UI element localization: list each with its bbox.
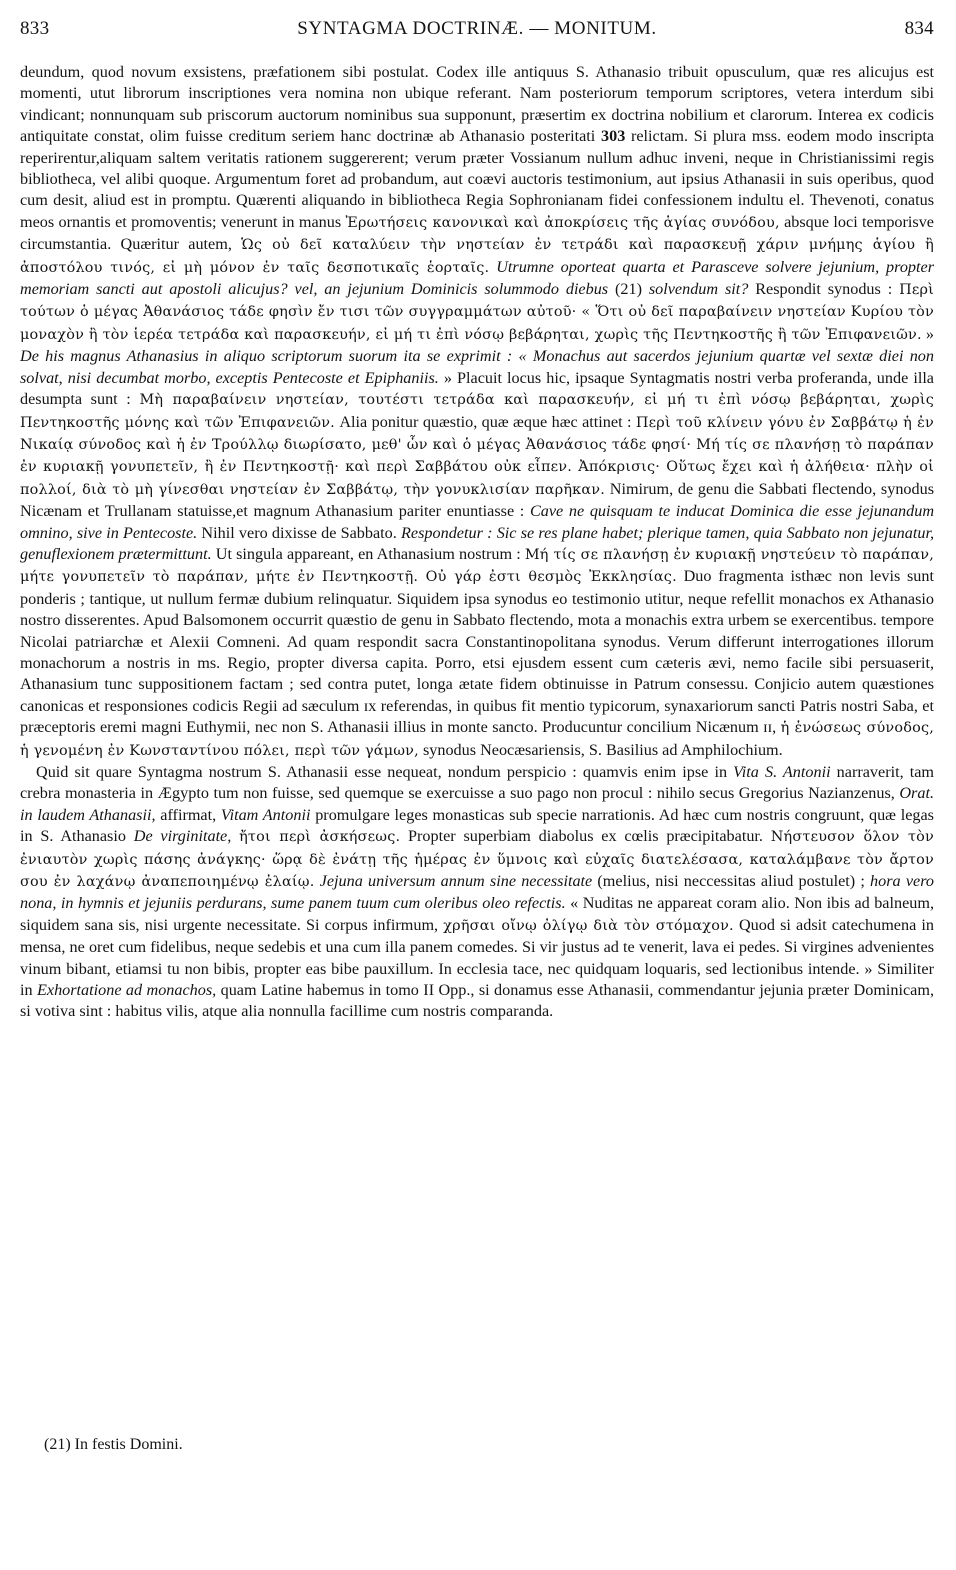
italic-text: Orat. in laudem Athanasii, — [20, 784, 934, 824]
greek-text: Μὴ παραβαίνειν νηστείαν, τουτέστι τετράδα καὶ παρασκευήν, εἰ μή τι ἐπὶ νόσῳ βεβάρηται, χωρὶς Πεντηκοστῆς μόνης καὶ τῶν Ἐπιφανειῶν. — [20, 392, 934, 431]
italic-text: Cave ne quisquam te inducat Dominica die esse jejunandum omnino, sive in Pentecoste. — [20, 502, 935, 542]
latin-text — [231, 827, 239, 845]
paragraph-2 — [20, 762, 934, 1023]
latin-text: narraverit, tam crebra monasteria in Ægypto tum non fuisse, sed quemque se exercuisse a suo pago non procul : nihilo secus Gregorius Nazianzenus, — [20, 763, 934, 803]
greek-text: ἤτοι περὶ ἀσκήσεως. — [239, 829, 401, 846]
latin-text: promulgare leges monasticas sub specie narrationis. Ad hæc cum nostris congruunt, quæ legas in S. Athanasio — [20, 805, 934, 846]
italic-text: hora vero nona, in hymnis et jejuniis perdurans, sume panem tuum cum oleribus oleo refectis. — [20, 872, 934, 913]
latin-text: affirmat, — [155, 805, 221, 824]
latin-text: Duo fragmenta isthæc non levis sunt ponderis ; tantique, ut nullum fermæ dubium relinquatur. Siquidem ipsa synodus eo testimonio utitur, neque refellit monachos ex Athanasio nostro disserentes. Apud Balsomonem occurrit quæstio de genu in Sabbato flectendo, mota a monachis extra urbem se exercentibus. tempore Nicolai patriarchæ et Alexii Comneni. Ad quam respondit sacra Constantinopolitana synodus. Verum differunt interrogationes illorum monachorum a nostris in ms. Regio, propter diversa capita. Porro, etsi ejusdem essent cum cæteris ævi, nemo facile sibi persuaserit, Athanasium tunc suppositionem factam ; sed contra putet, longa ætate fidem obtinuisse in Patrum consessu. Conjicio autem quæstiones canonicas et responsiones codicis Regii ad sæculum ɪx referendas, in quibus fit mentio typicorum, synaxariorum sancti Patris nostri Saba, et præceptoris eremi magni Euthymii, nec non S. Athanasii illius in monte sancto. Producuntur concilium Nicænum ɪɪ, — [20, 567, 934, 737]
italic-text: De his magnus Athanasius in aliquo scriptorum suorum ita se exprimit : « Monachus aut sacerdos jejunium quartæ vel sextæ diei non solvat, nisi decumbat morbo, exceptis Pentecoste et Epiphaniis. — [20, 347, 934, 387]
latin-text: Propter superbiam diabolus ex cœlis præcipitabatur. — [400, 827, 771, 846]
greek-text: χρῆσαι οἴνῳ ὀλίγῳ διὰ τὸν στόμαχον. — [443, 917, 734, 934]
running-header — [20, 18, 934, 52]
italic-text: Respondetur : Sic se res plane habet; plerique tamen, quia Sabbato non jejunatur, genuflexionem prætermittunt. — [20, 523, 935, 563]
latin-text: relictam. Si plura mss. eodem modo inscripta reperirentur,aliquam saltem veritatis rationem suggererent; verum præter Vossianum nullum adhuc inveni, neque in Christianissimi regis bibliotheca, vel alibi quoque. Argumentum foret ad probandum, aut coævi auctoris testimonium, aut ipsius Athanasii in suis operibus, quod cum desit, aliud est in promptu. Quærenti aliquando in bibliotheca Regia Sophronianam fidei confessionem indultu el. Thevenoti, conatus meos ornantis et promoventis; venerunt in manus — [20, 127, 934, 231]
latin-text: synodus Neocæsariensis, S. Basilius ad Amphilochium. — [418, 740, 783, 759]
italic-text: Jejuna universum annum sine necessitate — [319, 872, 593, 891]
paragraph-1 — [20, 62, 934, 762]
latin-text: deundum, quod novum exsistens, præfationem sibi postulat. Codex ille antiquus S. Athanasio tribuit opusculum, quæ res alicujus est momenti, utut librorum inscriptiones vera nomina non ubique referant. Nam posteriorum temporum scriptores, vetera interdum sibi vindicant; nonnunquam sub priscorum auctorum nominibus sua supponunt, præsertim ex doctrina nobilium et clarorum. Interea ex codicis antiquitate constat, olim fuisse creditum seriem hanc doctrinæ ab Athanasio posteritati — [20, 63, 934, 146]
latin-text: absque loci temporisve circumstantia. Quæritur autem, — [20, 212, 934, 254]
right-column-number: 834 — [904, 18, 934, 39]
page-reference: 303 — [601, 127, 626, 146]
latin-text: » — [921, 324, 934, 343]
latin-text: Respondit synodus : — [748, 280, 900, 299]
italic-text: Exhortatione ad monachos, — [37, 981, 217, 1000]
footnote: (21) In festis Domini. — [44, 1436, 183, 1453]
latin-text: Nimirum, de genu die Sabbati flectendo, synodus Nicænam et Trullanam statuisse,et magnum Athanasium pariter enuntiasse : — [20, 479, 934, 521]
left-column-number: 833 — [20, 18, 50, 39]
latin-text: Nihil vero dixisse de Sabbato. — [197, 523, 402, 542]
latin-text: Quod si adsit catechumena in mensa, ne oret cum fidelibus, neque sedebis et una cum illa panem comedes. Si vir justus ad te venerit, lava ei pedes. Si virgines advenientes vinum bibant, etiamsi tu non bibis, propter eas bibe pauxillum. In ecclesia tace, nec quidquam loquaris, sed lectionibus intende. » Similiter in — [20, 915, 934, 1000]
latin-text: quam Latine habemus in tomo II Opp., si donamus esse Athanasii, commendantur jejunia præter Dominicam, si votiva sint : habitus vilis, atque alia nonnulla facillime cum nostris comparanda. — [20, 981, 935, 1021]
italic-text: Vita S. Antonii — [733, 763, 831, 781]
italic-text: Utrumne oporteat quarta et Parasceve solvere jejunium, propter memoriam sancti aut apostoli alicujus? vel, an jejunium Dominicis solummodo diebus — [20, 257, 934, 299]
italic-text: solvendum sit? — [648, 280, 749, 299]
body-text — [20, 62, 934, 1023]
latin-text: « Nuditas ne appareat coram alio. Non ibis ad balneum, siquidem sana sis, nisi urgente necessitate. Si corpus infirmum, — [20, 894, 934, 934]
greek-text: ἡ ἑνώσεως σύνοδος, ἡ γενομένη ἐν Κωνσταντίνου πόλει, περὶ τῶν γάμων, — [20, 720, 934, 759]
italic-text: De virginitate, — [133, 827, 232, 846]
italic-text: Vitam Antonii — [220, 805, 311, 824]
greek-text: Μή τίς σε πλανήσῃ ἐν κυριακῇ νηστεύειν τὸ παράπαν, μήτε γονυπετεῖν τὸ παράπαν, μήτε ἐν Πεντηκοστῇ. Οὐ γάρ ἐστι θεσμὸς Ἐκκλησίας. — [20, 546, 934, 586]
latin-text: (21) — [608, 280, 649, 299]
greek-text: Ὡς οὐ δεῖ καταλύειν τὴν νηστείαν ἐν τετράδι καὶ παρασκευῇ χάριν μνήμης ἁγίου ἢ ἀποστόλου τινός, εἰ μὴ μόνον ἐν ταῖς δεσποτικαῖς ἑορταῖς. — [20, 237, 935, 276]
running-title: SYNTAGMA DOCTRINÆ. — MONITUM. — [297, 18, 657, 39]
greek-text: Περὶ τοῦ κλίνειν γόνυ ἐν Σαββάτῳ ἡ ἐν Νικαίᾳ σύνοδος καὶ ἡ ἐν Τρούλλῳ διωρίσατο, μεθ' ὧν καὶ ὁ μέγας Ἀθανάσιος τάδε φησί· Μή τίς σε πλανήσῃ τὸ παράπαν ἐν κυριακῇ γονυπετεῖν, ἢ ἐν Πεντηκοστῇ· καὶ περὶ Σαββάτου οὐκ εἶπεν. Ἀπόκρισις· Οὕτως ἔχει καὶ ἡ ἀλήθεια· πλὴν οἱ πολλοί, διὰ τὸ μὴ γίνεσθαι νηστείαν ἐν Σαββάτῳ, τὴν γονυκλισίαν παρῆκαν. — [20, 414, 934, 498]
latin-text: » Placuit locus hic, ipsaque Syntagmatis nostri verba proferanda, unde illa desumpta sunt : — [20, 368, 934, 409]
latin-text: Quid sit quare Syntagma nostrum S. Athanasii esse nequeat, nondum perspicio : quamvis enim ipse in — [36, 763, 734, 781]
latin-text: (melius, nisi neccessitas aliud postulet) ; — [592, 872, 871, 891]
greek-text: Νήστευσον ὅλον τὸν ἐνιαυτὸν χωρὶς πάσης ἀνάγκης· ὥρᾳ δὲ ἐνάτῃ τῆς ἡμέρας ἐν ὕμνοις καὶ εὐχαῖς διατελέσασα, καταλάμβανε τὸν ἄρτον σου ἐν λαχάνῳ ἀναπεποιημένῳ ἐλαίῳ. — [20, 829, 934, 891]
latin-text: Alia ponitur quæstio, quæ æque hæc attinet : — [334, 412, 636, 431]
greek-text: Περὶ τούτων ὁ μέγας Ἀθανάσιος τάδε φησὶν ἔν τισι τῶν συγγραμμάτων αὐτοῦ· « Ὅτι οὐ δεῖ παραβαίνειν νηστείαν Κυρίου τὸν μοναχὸν ἢ τὸν ἱερέα τετράδα καὶ παρασκευήν, εἰ μή τι ἐπὶ νόσῳ βεβάρηται, χωρὶς τῆς Πεντηκοστῆς ἢ τῶν Ἐπιφανειῶν. — [20, 282, 935, 343]
latin-text: Ut singula appareant, en Athanasium nostrum : — [211, 544, 525, 563]
greek-text: Ἐρωτήσεις κανονικαὶ καὶ ἀποκρίσεις τῆς ἁγίας συνόδου, — [345, 214, 780, 231]
